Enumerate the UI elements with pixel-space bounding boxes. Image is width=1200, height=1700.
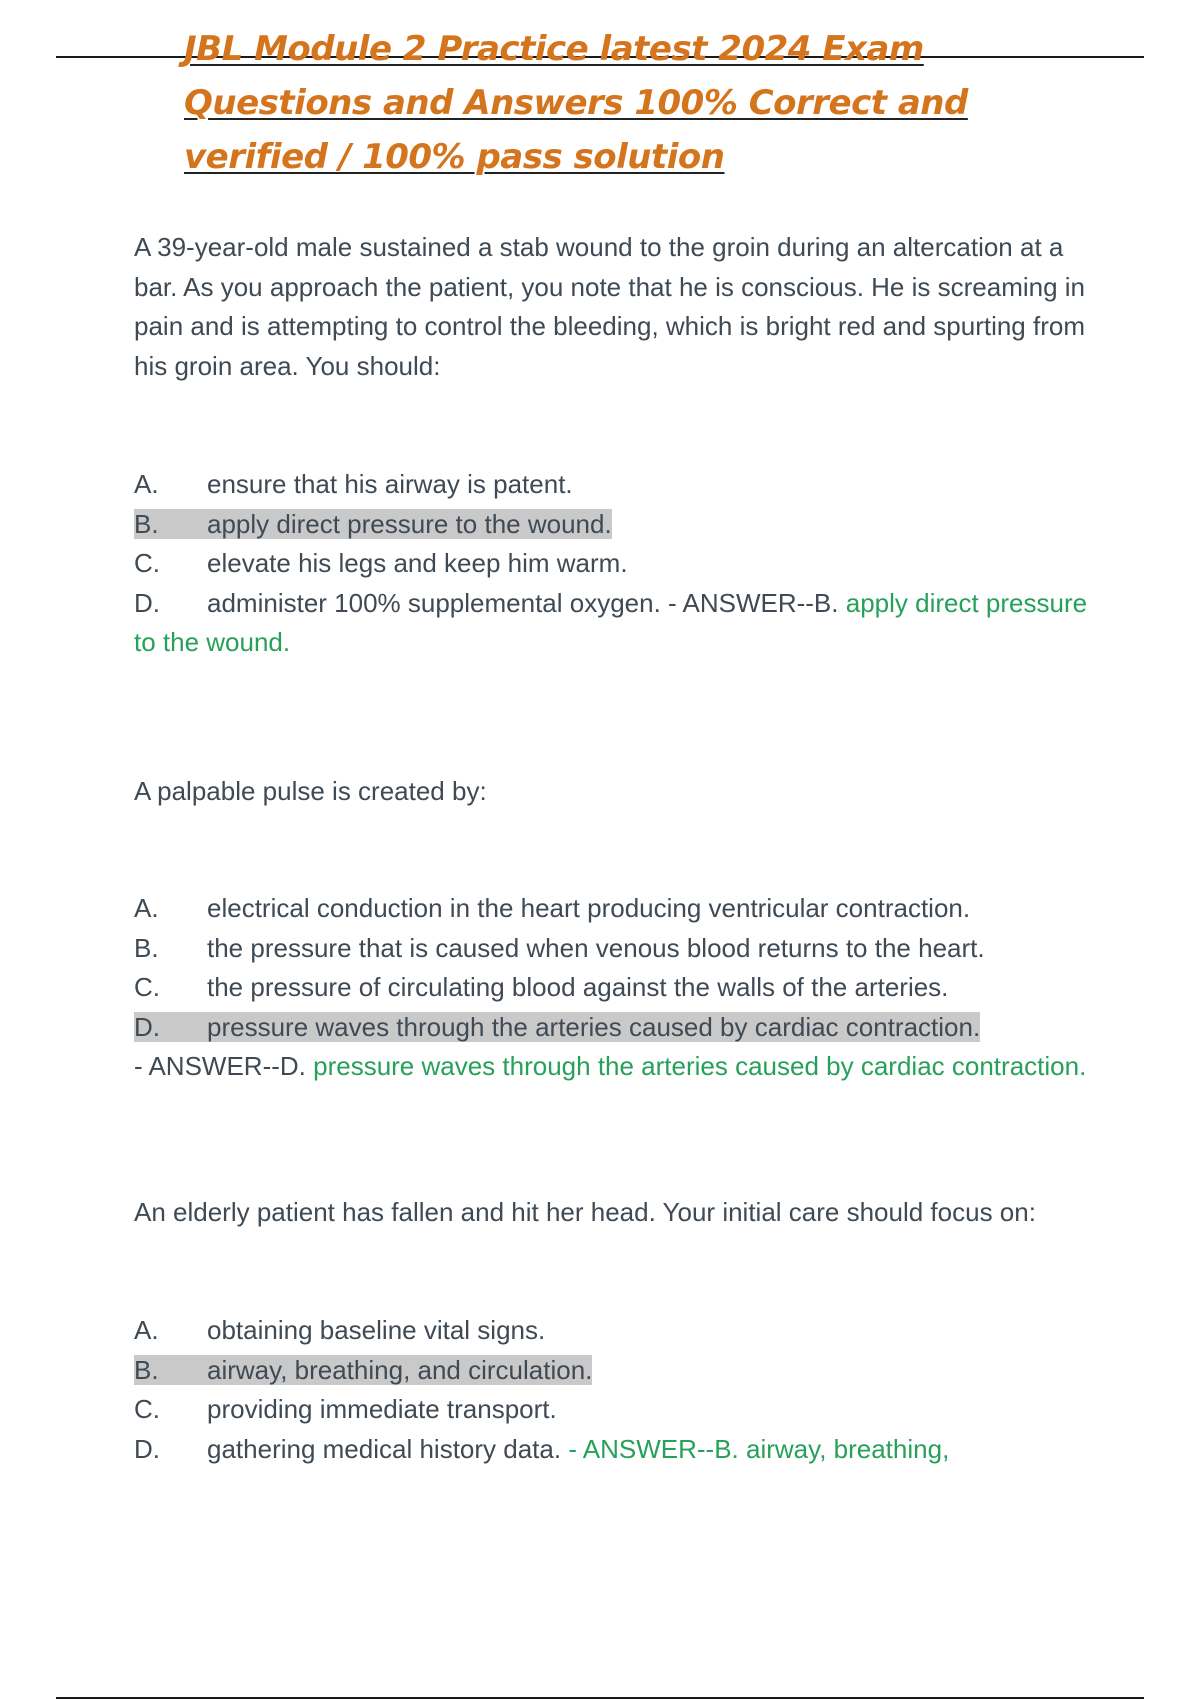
option-text: administer 100% supplemental oxygen. <box>207 587 661 618</box>
answer-text: airway, breathing, <box>746 1433 950 1464</box>
question-prompt: An elderly patient has fallen and hit her head. Your initial care should focus on: <box>134 1196 1036 1227</box>
answer-text: pressure waves through the arteries caused by cardiac contraction. <box>313 1051 1087 1081</box>
option-a <box>134 465 1094 505</box>
spacer <box>134 663 1094 742</box>
spacer <box>134 1166 1094 1193</box>
spacer <box>134 1087 1094 1166</box>
options-list <box>134 1311 1094 1469</box>
option-c <box>134 544 1094 584</box>
options-list <box>134 465 1094 663</box>
option-letter: A. <box>134 469 159 499</box>
option-b <box>134 929 1094 969</box>
option-letter: C. <box>134 548 160 578</box>
spacer <box>134 742 1094 772</box>
option-letter: B. <box>134 932 159 963</box>
document-body <box>134 228 1094 1469</box>
option-text: elevate his legs and keep him warm. <box>207 548 628 578</box>
option-text: ensure that his airway is patent. <box>207 469 573 499</box>
option-letter: D. <box>134 1433 160 1464</box>
question-block <box>134 772 1094 1087</box>
option-c <box>134 1390 1094 1430</box>
option-b <box>134 1351 1094 1391</box>
highlighted-correct-option <box>134 1355 592 1385</box>
highlighted-correct-option <box>134 1012 980 1042</box>
option-b <box>134 505 1094 545</box>
bottom-rule <box>56 1697 1144 1699</box>
options-list <box>134 889 1094 1087</box>
option-text: apply direct pressure to the wound. <box>207 508 612 539</box>
option-text: the pressure of circulating blood against the walls of the arteries. <box>207 972 949 1002</box>
question-prompt: A 39-year-old male sustained a stab wound to the groin during an altercation at a bar. As you approach the patient, you note that he is conscious. He is screaming in pain and is attempting to control the bleeding, which is bright red and spurting from his groin area. You should: <box>134 232 1086 381</box>
option-text: electrical conduction in the heart producing ventricular contraction. <box>207 893 971 923</box>
option-letter: D. <box>134 1011 160 1042</box>
option-d <box>134 1430 1094 1470</box>
option-letter: A. <box>134 893 159 923</box>
option-letter: A. <box>134 1315 159 1345</box>
option-letter: C. <box>134 1394 160 1424</box>
answer-text: apply direct pressure to the wound. <box>134 587 1088 657</box>
option-text: providing immediate transport. <box>207 1394 557 1424</box>
question-block <box>134 228 1094 663</box>
option-text: gathering medical history data. <box>207 1433 562 1464</box>
option-d <box>134 1008 1094 1048</box>
page-title: JBL Module 2 Practice latest 2024 Exam Questions and Answers 100% Correct and verified / 100% pass solution <box>184 29 968 177</box>
question-prompt: A palpable pulse is created by: <box>134 775 487 806</box>
option-c <box>134 968 1094 1008</box>
option-d <box>134 584 1094 663</box>
option-letter: B. <box>134 1354 159 1385</box>
answer-marker: - ANSWER--D. <box>134 1051 314 1081</box>
option-text: obtaining baseline vital signs. <box>207 1315 546 1345</box>
option-letter: B. <box>134 508 159 539</box>
option-text: pressure waves through the arteries caused by cardiac contraction. <box>207 1011 981 1042</box>
answer-marker: - ANSWER--B. <box>561 1433 746 1464</box>
highlighted-correct-option <box>134 509 612 539</box>
answer-line <box>134 1047 1094 1087</box>
answer-marker: - ANSWER--B. <box>660 587 846 618</box>
option-a <box>134 889 1094 929</box>
question-block <box>134 1193 1094 1470</box>
option-text: airway, breathing, and circulation. <box>207 1354 593 1385</box>
option-letter: C. <box>134 972 160 1002</box>
option-letter: D. <box>134 587 160 618</box>
option-text: the pressure that is caused when venous blood returns to the heart. <box>207 932 985 963</box>
option-a <box>134 1311 1094 1351</box>
